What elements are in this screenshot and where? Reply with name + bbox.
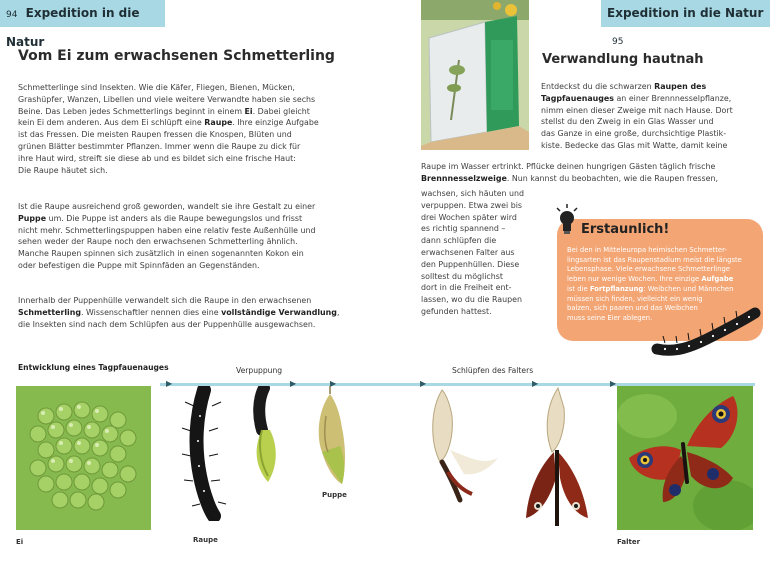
paragraph-schluepfen: wachsen, sich häuten und verpuppen. Etwa zwei bis drei Wochen später wird es richtig spannend – dann schlüpfen die erwachsenen Falter aus den Puppenhüllen. Diese solltest du möglichst dort in die Freiheit ent- lassen, wo du die Raupen gefunden hattest. [421, 189, 525, 316]
unfolding-butterfly-image [518, 386, 596, 534]
caption-raupe: Raupe [193, 536, 218, 544]
info-title: Erstaunlich! [581, 222, 670, 237]
timeline-title: Entwicklung eines Tagpfauenauges [18, 363, 169, 372]
arrow-icon: ▶ [166, 379, 173, 388]
info-text: Bei den in Mitteleuropa heimischen Schmetter- lingsarten ist das Raupenstadium meist die längste Lebensphase. Viele erwachsene Schmetterlinge leben nur wenige Wochen. Ihre einzige Aufgabe ist die Fortpflanzung: Weibchen und Männchen müssen sich finden, vielleicht ein wenig balzen, sich paaren und das Weibchen muss seine Eier ablegen. [567, 246, 742, 322]
arrow-icon: ▶ [532, 379, 539, 388]
emerging-butterfly-image [420, 386, 508, 504]
paragraph-verwandlung: Innerhalb der Puppenhülle verwandelt sich die Raupe in den erwachsenen Schmetterling. Wissenschaftler nennen dies eine vollständige Verwandlung, die Insekten sind nach dem Schlüpfen aus der Puppenhülle ausgewachsen. [18, 296, 340, 329]
arrow-icon: ▶ [420, 379, 427, 388]
timeline-label-schluepfen: Schlüpfen des Falters [452, 366, 534, 375]
caption-ei: Ei [16, 538, 24, 546]
page-title-left: Vom Ei zum erwachsenen Schmetterling [18, 48, 335, 64]
timeline-label-verpuppung: Verpuppung [236, 366, 283, 375]
lightbulb-icon [555, 204, 579, 236]
paragraph-fuettern: Raupe im Wasser ertrinkt. Pflücke deinen hungrigen Gästen täglich frische Brennnesselzweige. Nun kannst du beobachten, wie die Raupen fressen, [421, 162, 719, 183]
page-number-left: 94 [6, 10, 18, 20]
pupa-image [312, 386, 352, 486]
caterpillar-stage-image [180, 386, 230, 521]
adult-butterfly-image [617, 386, 753, 530]
arrow-icon: ▶ [330, 379, 337, 388]
caption-falter: Falter [617, 538, 641, 546]
caterpillar-image [651, 303, 763, 358]
paragraph-hautnah: Entdeckst du die schwarzen Raupen des Tagpfauenauges an einer Brennnesselpflanze, nimm einen dieser Zweige mit nach Hause. Dort stellst du den Zweig in ein Glas Wasser und das Ganze in eine große, durchsichtige Plastik- kiste. Bedecke das Glas mit Watte, damit keine [541, 82, 733, 150]
header-left [0, 0, 165, 49]
paragraph-intro: Schmetterlinge sind Insekten. Wie die Käfer, Fliegen, Bienen, Mücken, Grashüpfer, Wanzen, Libellen und viele weitere Verwandte haben sie sechs Beine. Das Leben jedes Schmetterlings beginnt in einem Ei. Dabei gleicht kein Ei dem anderen. Aus dem Ei schlüpft eine Raupe. Ihre einzige Aufgabe ist das Fressen. Die meisten Raupen fressen die Knospen, Blüten und grünen Blätter bestimmter Pflanzen. Immer wenn die Raupe zu dick für ihre Haut wird, streift sie diese ab und es bildet sich eine frische Haut: Die Raupe häutet sich. [18, 83, 319, 175]
prepupa-image [248, 386, 284, 486]
header-title-right: Expedition in die Natur [607, 6, 764, 20]
eggs-image [16, 386, 151, 530]
header-title-left: Expedition in die Natur [6, 6, 140, 49]
header-right [601, 0, 770, 47]
caption-puppe: Puppe [322, 491, 347, 499]
arrow-icon: ▶ [290, 379, 297, 388]
plastic-box-photo [421, 0, 529, 150]
paragraph-puppe: Ist die Raupe ausreichend groß geworden, wandelt sie ihre Gestalt zu einer Puppe um. Die Puppe ist anders als die Raupe bewegungslos und frisst nicht mehr. Schmetterlingspuppen haben eine relativ feste Außenhülle und sehen weder der Raupe noch den erwachsenen Schmetterling ähnlich. Manche Raupen spinnen sich zusätzlich in einen sogenannten Kokon ein oder befestigen die Puppe mit Spinnfäden an Gegenständen. [18, 202, 316, 270]
page-number-right: 95 [612, 37, 624, 47]
page-title-right: Verwandlung hautnah [542, 52, 704, 67]
arrow-icon: ▶ [610, 379, 617, 388]
